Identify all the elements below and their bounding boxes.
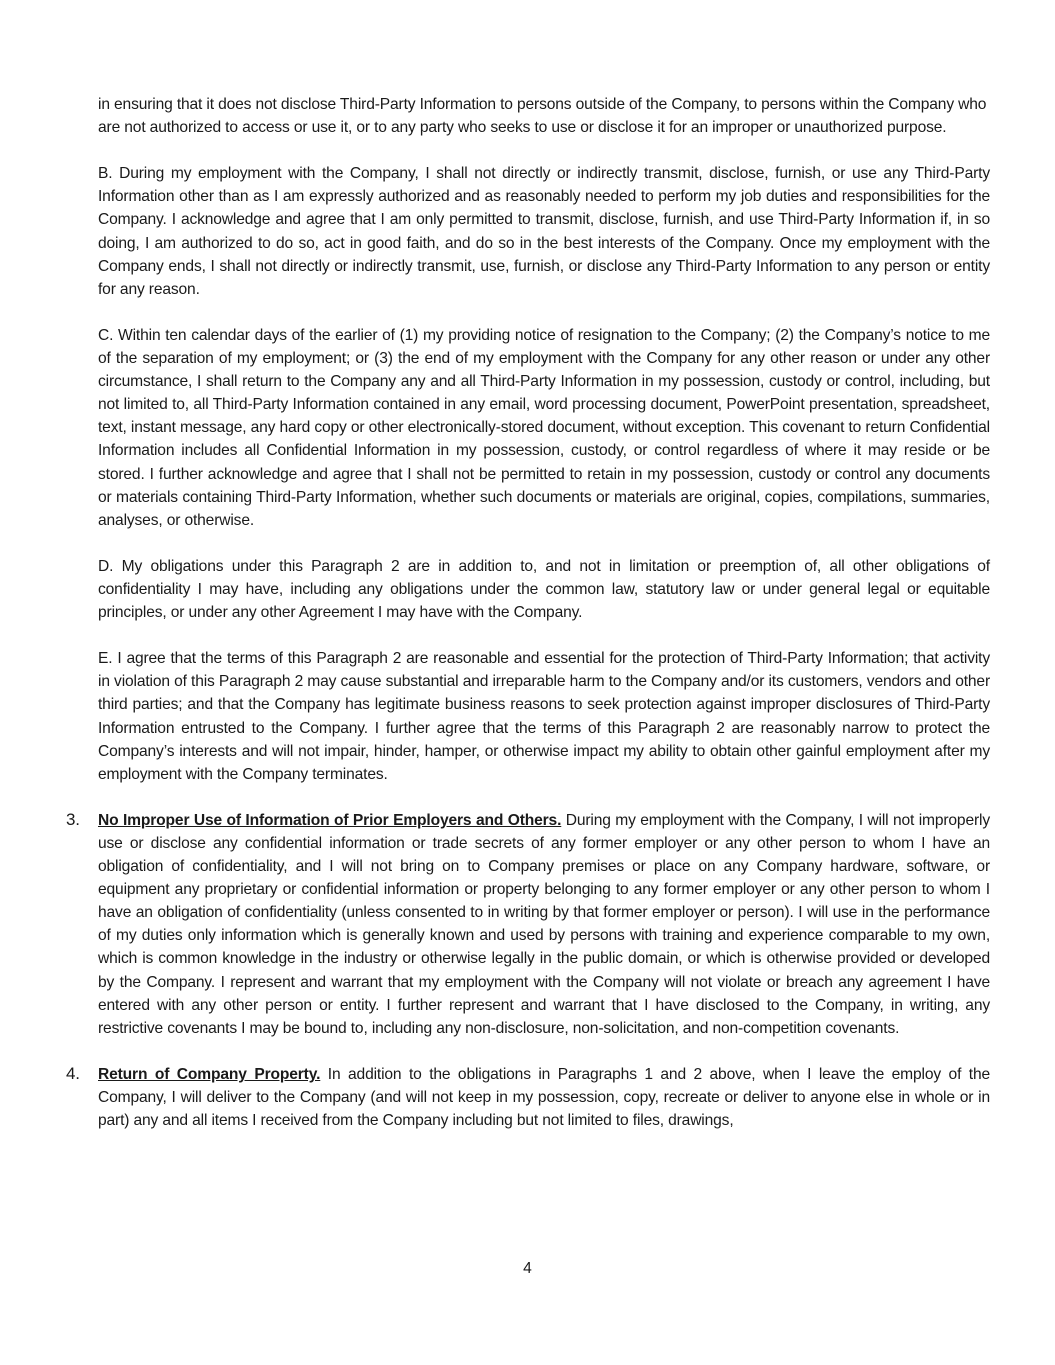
paragraph-e: E. I agree that the terms of this Paragraph 2 are reasonable and essential for the protection of Third-Party Information; that activity in violation of this Paragraph 2 may cause substantial and irreparable harm to the Company and/or its customers, vendors and other third parties; and that the Company has legitimate business reasons to seek protection against improper disclosures of Third-Party Information entrusted to the Company. I further agree that the terms of this Paragraph 2 are reasonably narrow to protect the Company’s interests and will not impair, hinder, hamper, or otherwise impact my ability to obtain other gainful employment after my employment with the Company terminates.	[98, 650, 990, 783]
section-text: During my employment with the Company, I will not improperly use or disclose any confidential information or trade secrets of any former employer or any other person to whom I have an obligation of confidentiality, and I will not bring on to Company premises or place on any Company hardware, software, or equipment any proprietary or confidential information or property belonging to any former employer or any other person to whom I have an obligation of confidentiality (unless consented to in writing by that former employer or person). I will use in the performance of my duties only information which is generally known and used by persons with training and experience comparable to my own, which is common knowledge in the industry or otherwise legally in the public domain, or which is otherwise provided or developed by the Company. I represent and warrant that my employment with the Company will not violate or breach any agreement I have entered with any other person or entity. I further represent and warrant that I have disclosed to the Company, in writing, any restrictive covenants I may be bound to, including any non-disclosure, non-solicitation, and non-competition covenants.	[98, 811, 990, 1037]
document-body	[66, 93, 990, 1155]
section-text: In addition to the obligations in Paragraphs 1 and 2 above, when I leave the employ of the Company, I will deliver to the Company (and will not keep in my possession, copy, recreate or deliver to anyone else in whole or in part) any and all items I received from the Company including but not limited to files, drawings,	[98, 1065, 990, 1130]
section-number: 4.	[66, 1063, 80, 1083]
section-heading: No Improper Use of Information of Prior Employers and Others.	[98, 811, 562, 829]
section-number: 3.	[66, 809, 80, 829]
section-heading: Return of Company Property.	[98, 1065, 321, 1083]
section-3	[66, 809, 990, 1040]
page-number: 4	[523, 1260, 532, 1277]
paragraph-continued: in ensuring that it does not disclose Third-Party Information to persons outside of the Company, to persons within the Company who are not authorized to access or use it, or to any party who seeks to use or disclose it for an improper or unauthorized purpose.	[98, 96, 987, 137]
paragraph-c: C. Within ten calendar days of the earlier of (1) my providing notice of resignation to the Company; (2) the Company’s notice to me of the separation of my employment; or (3) the end of my employment with the Company for any other reason or under any other circumstance, I shall return to the Company any and all Third-Party Information in my possession, custody or control, including, but not limited to, all Third-Party Information contained in any email, word processing document, PowerPoint presentation, spreadsheet, text, instant message, any hard copy or other electronically-stored document, without exception. This covenant to return Confidential Information includes all Confidential Information in my possession, custody, or control regardless of where it may reside or be stored. I further acknowledge and agree that I shall not be permitted to retain in my possession, custody or control any documents or materials containing Third-Party Information, whether such documents or materials are original, copies, compilations, summaries, analyses, or otherwise.	[98, 326, 990, 529]
paragraph-b: B. During my employment with the Company, I shall not directly or indirectly transmit, disclose, furnish, or use any Third-Party Information other than as I am expressly authorized and as reasonably needed to perform my job duties and responsibilities for the Company. I acknowledge and agree that I am only permitted to transmit, disclose, furnish, and use Third-Party Information if, in so doing, I am authorized to do so, act in good faith, and do so in the best interests of the Company. Once my employment with the Company ends, I shall not directly or indirectly transmit, use, furnish, or disclose any Third-Party Information to any person or entity for any reason.	[98, 165, 990, 298]
section-4	[66, 1063, 990, 1132]
paragraph-d: D. My obligations under this Paragraph 2 are in addition to, and not in limitation or preemption of, all other obligations of confidentiality I may have, including any obligations under the common law, statutory law or under general legal or equitable principles, or under any other Agreement I may have with the Company.	[98, 557, 990, 622]
